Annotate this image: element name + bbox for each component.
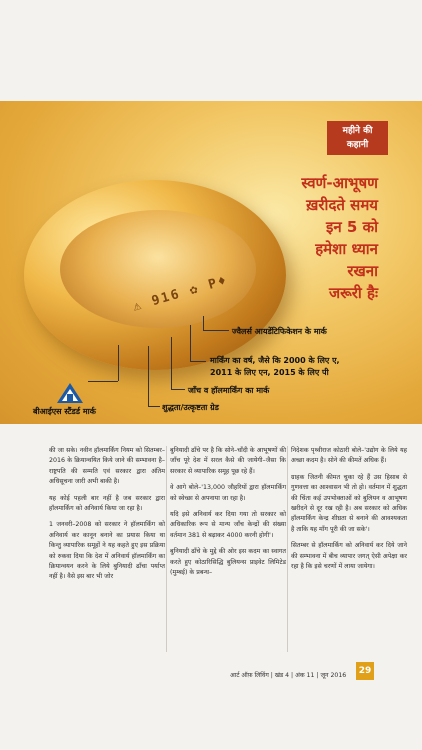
label-purity: शुद्धता/उत्कृष्टता ग्रेड <box>162 403 219 412</box>
callout-line <box>118 345 119 381</box>
headline-line: रखना <box>347 262 378 280</box>
paragraph: यदि इसे अनिवार्य कर दिया गया तो सरकार को अधिकारिक रूप से मान्य जाँच केन्द्रों की संख्या वर्तमान 381 से बढ़ाकर 4000 करनी होगी'। <box>170 511 286 539</box>
callout-line <box>190 325 191 361</box>
callout-line <box>148 406 160 407</box>
headline-line: जरूरी हैः <box>328 284 378 302</box>
bis-logo-icon <box>56 382 84 404</box>
badge-line-2: कहानी <box>346 140 369 150</box>
gold-ring <box>24 180 286 380</box>
paragraph: बुनियादी ढाँचे के मुद्दे की ओर इस कदम का स्वागत करते हुए कोठारिसिद्धि बुलियन्स प्राइवेट लिमिटेड (मुम्बई) के प्रबन्ध– <box>170 548 286 577</box>
paragraph: 1 जनवरी–2008 को सरकार ने हॉलमार्किंग को अनिवार्य कर कानून बनाने का प्रयास किया था किन्तु व्यापारिक समूहों ने यह कहते हुए इस प्रक्रिया को रुकवा दिया कि देश में अनिवार्य हॉलमार्किंग का क्रियान्वयन करने के लिये बुनियादी ढाँचा पर्याप्त नहीं है। वैसे इस बार भी जोर <box>49 521 165 581</box>
headline-line: इन 5 को <box>326 218 378 236</box>
callout-line <box>171 389 185 390</box>
headline-line: ख़रीदते समय <box>306 196 378 214</box>
hallmark-stamp: ⚠ 916 ✿ P♦ <box>131 273 230 315</box>
column-divider <box>166 446 167 652</box>
text-column-2 <box>170 446 286 584</box>
paragraph: की जा सके। नवीन हॉलमार्किंग नियम को सितम्बर–2016 के क्रियान्वयित किये जाने की सम्भावना है–राष्ट्रपति की सम्मति एवं सरकार द्वारा अंतिम अधिसूचना जारी अभी बाकी है। <box>49 447 165 486</box>
paragraph: वे आगे बोले–'13,000 जौहरियों द्वारा हॉलमार्किंग को स्वेच्छा से अपनाया जा रहा है। <box>170 484 286 502</box>
page-footer: आर्ट ऑफ़ लिविंग | खंड 4 | अंक 11 | जून 2016 <box>230 672 347 679</box>
label-jeweller-mark: ज्वैलर्स आयडेंटिफिकेशन के मार्क <box>232 327 327 336</box>
label-centre-mark: जाँच व हॉलमार्किंग का मार्क <box>188 386 270 395</box>
column-divider <box>287 446 288 652</box>
headline-line: हमेशा ध्यान <box>315 240 378 258</box>
label-year-mark-1: मार्किंग का वर्ष, जैसे कि 2000 के लिए ए, <box>210 356 340 365</box>
paragraph: निदेशक पृथ्वीराज कोठारी बोले–'उद्योग के लिये यह अच्छा कदम है। सोने की कीमतें अधिक हैं। <box>291 447 407 465</box>
callout-line <box>203 316 204 330</box>
paragraph: बुनियादी ढाँचे पर है कि सोने–चाँदी के आभूषणों की जाँच पूरे देश में सरल कैसे की जायेगी–जैसा कि सरकार से व्यापारिक समूह पूछ रहे हैं। <box>170 447 286 475</box>
paragraph: सितम्बर से हॉलमार्किंग को अनिवार्य कर दिये जाने की सम्भावना में बीच व्यापार जगत् ऐसी अपेक्षा कर रहा है कि इसे चरणों में लाया जायेगा। <box>291 542 407 571</box>
callout-line <box>148 346 149 406</box>
badge-line-1: महीने की <box>342 126 373 136</box>
callout-line <box>171 337 172 389</box>
callout-line <box>203 330 229 331</box>
headline-line: स्वर्ण-आभूषण <box>301 174 378 192</box>
callout-line <box>88 381 118 382</box>
paragraph: यह कोई पहली बार नहीं है जब सरकार द्वारा हॉलमार्किंग को अनिवार्य किया जा रहा है। <box>49 494 165 513</box>
paragraph: ग्राहक जितनी कीमत चुका रहे हैं उस हिसाब से गुणवत्ता का आश्वासन भी तो हो। वर्तमान में शुद्धता की चिंता कई उपभोक्ताओं को बुलियन व आभूषण खरीदने से दूर रख रही है। अब सरकार को अधिक हॉलमार्किंग केन्द्र शीघ्रता से बनाने की आवश्यकता है ताकि यह माँग पूरी की जा सके'। <box>291 473 407 533</box>
label-bis-mark: बीआईएस स्टैंडर्ड मार्क <box>33 407 96 416</box>
text-column-3 <box>291 446 407 578</box>
callout-line <box>190 361 206 362</box>
text-column-1 <box>49 446 165 589</box>
section-badge <box>327 121 388 155</box>
page-number: 29 <box>356 662 374 680</box>
label-year-mark-2: 2011 के लिए एन, 2015 के लिए पी <box>210 368 329 377</box>
